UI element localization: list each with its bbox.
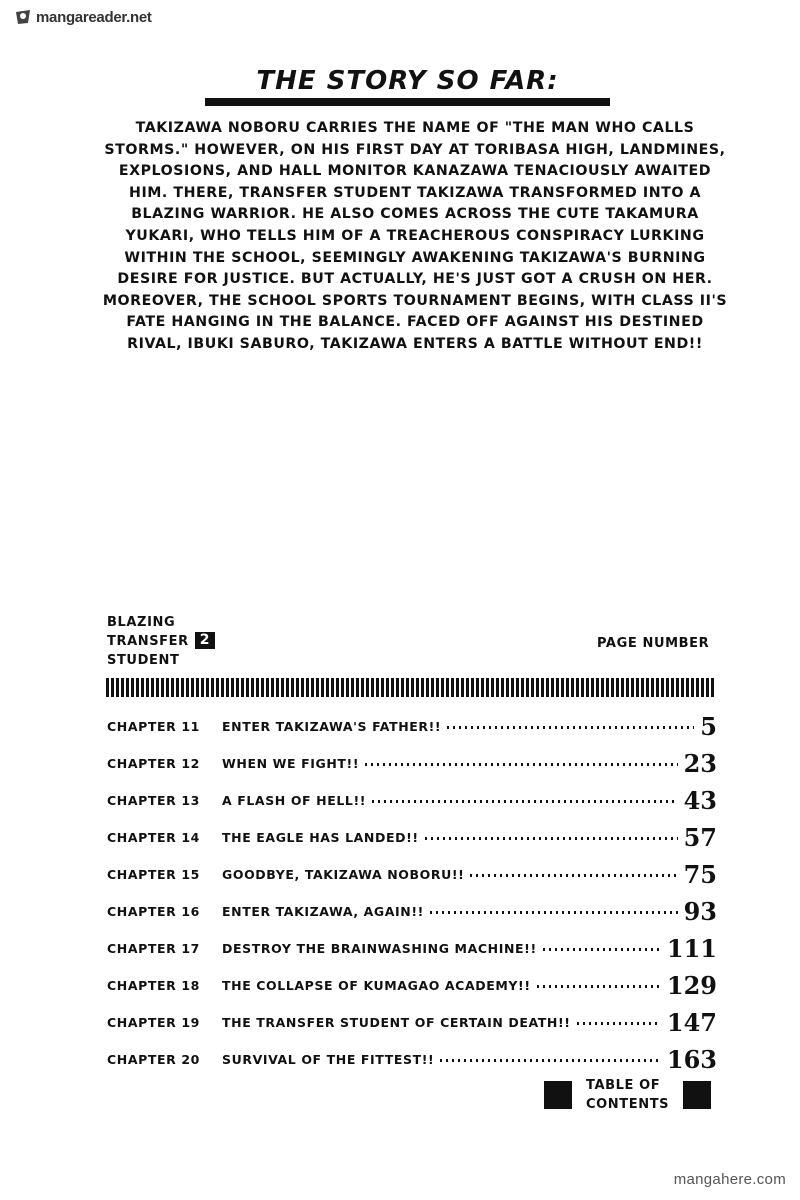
chapter-title: SURVIVAL OF THE FITTEST!!: [222, 1052, 435, 1067]
chapter-title: GOODBYE, TAKIZAWA NOBORU!!: [222, 867, 465, 882]
toc-row[interactable]: [107, 895, 717, 925]
chapter-title: A FLASH OF HELL!!: [222, 793, 367, 808]
chapter-page: 147: [666, 1008, 717, 1037]
title-underline: [205, 98, 610, 106]
story-line: HIM. THERE, TRANSFER STUDENT TAKIZAWA TRANSFORMED INTO A: [129, 184, 701, 201]
toc-row[interactable]: [107, 969, 717, 999]
leader-dots: [577, 1022, 661, 1025]
page-number-header: PAGE NUMBER: [597, 636, 710, 651]
chapter-label: CHAPTER 12: [107, 756, 200, 771]
toc-label-line-1: TABLE OF: [586, 1078, 661, 1093]
series-name: [107, 613, 215, 670]
toc-row[interactable]: [107, 784, 717, 814]
toc-row[interactable]: [107, 821, 717, 851]
chapter-label: CHAPTER 17: [107, 941, 200, 956]
series-line-2: TRANSFER: [107, 634, 189, 649]
story-line: FATE HANGING IN THE BALANCE. FACED OFF AGAINST HIS DESTINED: [126, 314, 704, 331]
chapter-page: 57: [683, 823, 717, 852]
chapter-title: DESTROY THE BRAINWASHING MACHINE!!: [222, 941, 537, 956]
toc-footer: [544, 1076, 711, 1114]
chapter-title: ENTER TAKIZAWA'S FATHER!!: [222, 719, 442, 734]
chapter-title: WHEN WE FIGHT!!: [222, 756, 360, 771]
chapter-page: 43: [683, 786, 717, 815]
story-line: RIVAL, IBUKI SABURO, TAKIZAWA ENTERS A BATTLE WITHOUT END!!: [127, 335, 703, 352]
series-line-3: STUDENT: [107, 653, 180, 668]
black-square-icon: [544, 1081, 572, 1109]
story-line: TAKIZAWA NOBORU CARRIES THE NAME OF "THE MAN WHO CALLS: [135, 120, 695, 136]
bottom-watermark: mangahere.com: [673, 1171, 786, 1188]
chapter-title: THE TRANSFER STUDENT OF CERTAIN DEATH!!: [222, 1015, 571, 1030]
chapter-page: 129: [666, 971, 717, 1000]
story-line: EXPLOSIONS, AND HALL MONITOR KANAZAWA TENACIOUSLY AWAITED: [118, 163, 712, 180]
toc-row[interactable]: [107, 747, 717, 777]
leader-dots: [447, 726, 694, 729]
leader-dots: [365, 763, 677, 766]
chapter-label: CHAPTER 15: [107, 867, 200, 882]
chapter-label: CHAPTER 16: [107, 904, 200, 919]
leader-dots: [425, 837, 678, 840]
leader-dots: [537, 985, 661, 988]
toc-label: [586, 1076, 669, 1114]
chapter-page: 75: [683, 860, 717, 889]
chapter-title: THE COLLAPSE OF KUMAGAO ACADEMY!!: [222, 978, 531, 993]
toc-row[interactable]: [107, 1006, 717, 1036]
leader-dots: [440, 1059, 661, 1062]
leader-dots: [372, 800, 678, 803]
chapter-label: CHAPTER 13: [107, 793, 200, 808]
story-summary: [95, 118, 735, 356]
toc-row[interactable]: [107, 1043, 717, 1073]
toc-row[interactable]: [107, 932, 717, 962]
story-line: BLAZING WARRIOR. HE ALSO COMES ACROSS THE CUTE TAKAMURA: [131, 206, 699, 223]
chapter-title: THE EAGLE HAS LANDED!!: [222, 830, 419, 845]
chapter-page: 163: [666, 1045, 717, 1074]
story-line: WITHIN THE SCHOOL, SEEMINGLY AWAKENING TAKIZAWA'S BURNING: [124, 249, 706, 266]
volume-badge: 2: [195, 632, 215, 649]
black-square-icon: [683, 1081, 711, 1109]
story-title: THE STORY SO FAR:: [256, 66, 559, 96]
chapter-label: CHAPTER 18: [107, 978, 200, 993]
top-watermark-text: mangareader.net: [36, 8, 152, 26]
toc-row[interactable]: [107, 858, 717, 888]
leader-dots: [430, 911, 678, 914]
chapter-label: CHAPTER 14: [107, 830, 200, 845]
chapter-page: 5: [700, 712, 717, 741]
chapter-label: CHAPTER 20: [107, 1052, 200, 1067]
leader-dots: [470, 874, 677, 877]
chapter-page: 93: [683, 897, 717, 926]
chapter-label: CHAPTER 11: [107, 719, 200, 734]
toc-label-line-2: CONTENTS: [586, 1097, 670, 1112]
leader-dots: [543, 948, 661, 951]
story-line: STORMS." HOWEVER, ON HIS FIRST DAY AT TORIBASA HIGH, LANDMINES,: [104, 141, 726, 158]
series-line-1: BLAZING: [107, 615, 176, 630]
chapter-page: 111: [666, 934, 717, 963]
story-line: YUKARI, WHO TELLS HIM OF A TREACHEROUS CONSPIRACY LURKING: [125, 227, 705, 244]
story-line: MOREOVER, THE SCHOOL SPORTS TOURNAMENT BEGINS, WITH CLASS II'S: [102, 292, 728, 309]
barcode-divider: [106, 678, 716, 697]
toc-row[interactable]: [107, 710, 717, 740]
chapter-title: ENTER TAKIZAWA, AGAIN!!: [222, 904, 424, 919]
mangareader-logo-icon: [14, 8, 32, 26]
chapter-page: 23: [683, 749, 717, 778]
story-line: DESIRE FOR JUSTICE. BUT ACTUALLY, HE'S JUST GOT A CRUSH ON HER.: [117, 271, 713, 288]
chapter-label: CHAPTER 19: [107, 1015, 200, 1030]
top-watermark: [14, 8, 152, 26]
